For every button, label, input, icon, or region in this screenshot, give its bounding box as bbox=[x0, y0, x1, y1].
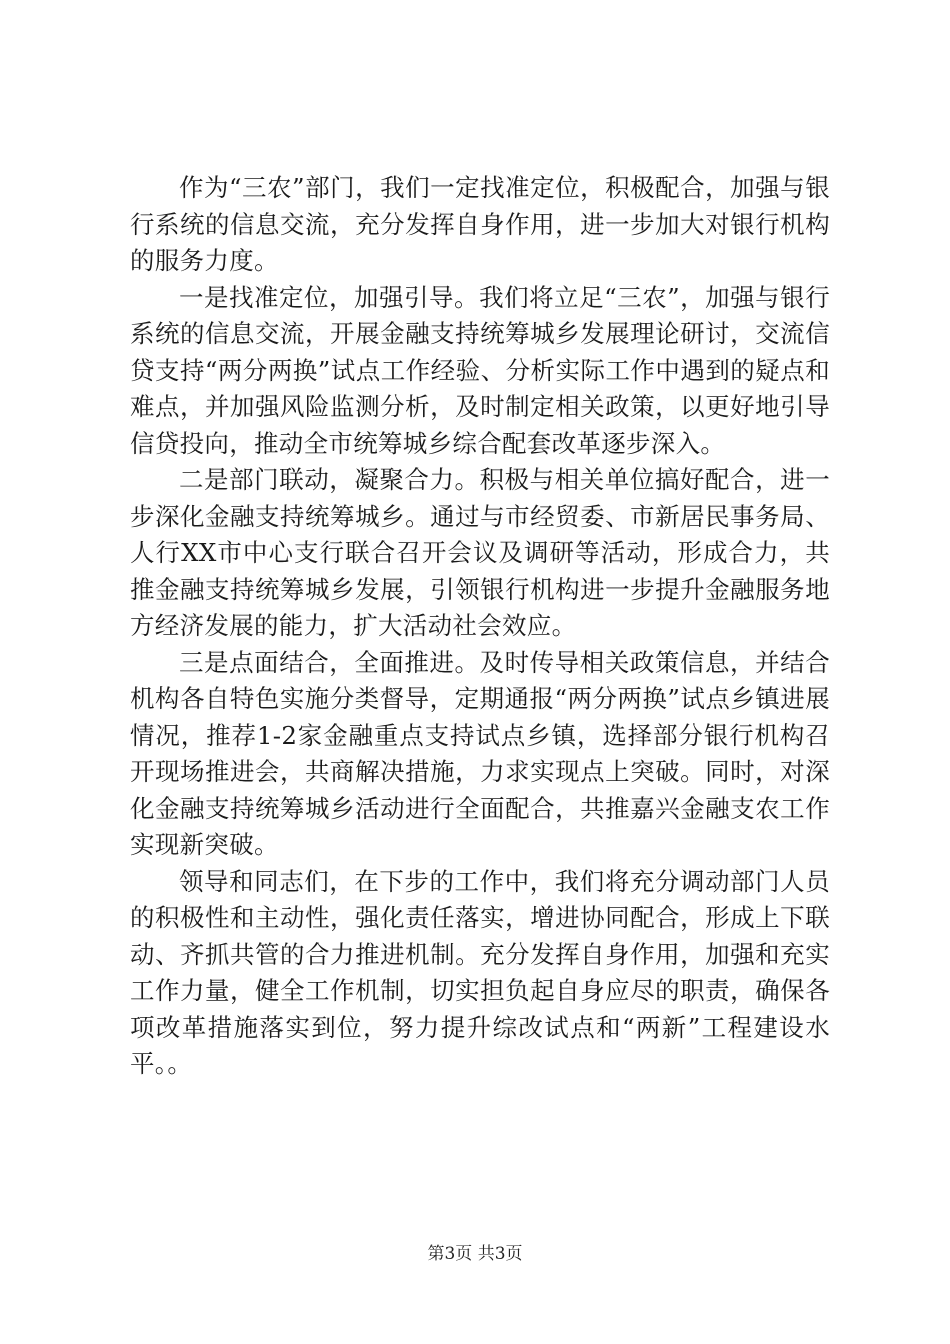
page-number-footer: 第3页 共3页 bbox=[427, 1244, 523, 1264]
paragraph-conclusion: 领导和同志们，在下步的工作中，我们将充分调动部门人员的积极性和主动性，强化责任落实，增进协同配合，形成上下联动、齐抓共管的合力推进机制。充分发挥自身作用，加强和充实工作力量，健全工作机制，切实担负起自身应尽的职责，确保各项改革措施落实到位，努力提升综改试点和“两新”工程建设水平。。 bbox=[130, 866, 830, 1078]
paragraph-point-two: 二是部门联动，凝聚合力。积极与相关单位搞好配合，进一步深化金融支持统筹城乡。通过与市经贸委、市新居民事务局、人行XX市中心支行联合召开会议及调研等活动，形成合力，共推金融支持统筹城乡发展，引领银行机构进一步提升金融服务地方经济发展的能力，扩大活动社会效应。 bbox=[130, 465, 830, 640]
paragraph-point-one: 一是找准定位，加强引导。我们将立足“三农”，加强与银行系统的信息交流，开展金融支持统筹城乡发展理论研讨，交流信贷支持“两分两换”试点工作经验、分析实际工作中遇到的疑点和难点，并加强风险监测分析，及时制定相关政策，以更好地引导信贷投向，推动全市统筹城乡综合配套改革逐步深入。 bbox=[130, 282, 830, 458]
paragraph-intro: 作为“三农”部门，我们一定找准定位，积极配合，加强与银行系统的信息交流，充分发挥自身作用，进一步加大对银行机构的服务力度。 bbox=[130, 173, 830, 275]
paragraph-point-three: 三是点面结合，全面推进。及时传导相关政策信息，并结合机构各自特色实施分类督导，定期通报“两分两换”试点乡镇进展情况，推荐1-2家金融重点支持试点乡镇，选择部分银行机构召开现场推进会，共商解决措施，力求实现点上突破。同时，对深化金融支持统筹城乡活动进行全面配合，共推嘉兴金融支农工作实现新突破。 bbox=[130, 647, 830, 859]
document-body bbox=[130, 170, 830, 1083]
